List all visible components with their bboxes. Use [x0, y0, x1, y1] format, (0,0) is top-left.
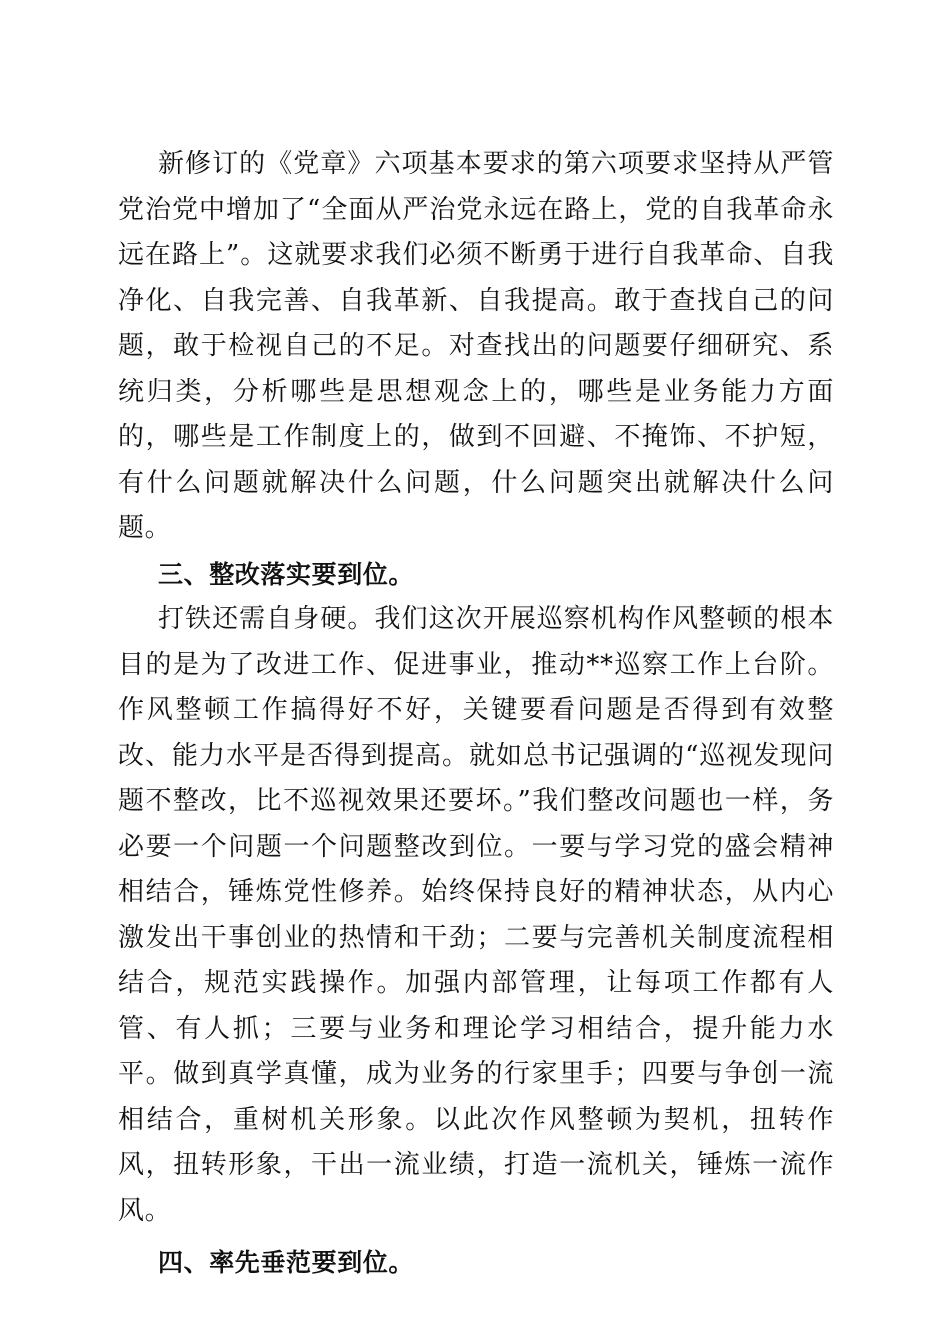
section-heading-4: 四、率先垂范要到位。	[158, 1248, 415, 1277]
document-body	[118, 142, 834, 1286]
section-heading-3: 三、整改落实要到位。	[158, 559, 415, 589]
paragraph-party-constitution: 新修订的《党章》六项基本要求的第六项要求坚持从严管党治党中增加了“全面从严治党永远在路上，党的自我革命永远在路上”。这就要求我们必须不断勇于进行自我革命、自我净化、自我完善、自我革新、自我提高。敢于查找自己的问题，敢于检视自己的不足。对查找出的问题要仔细研究、系统归类，分析哪些是思想观念上的，哪些是业务能力方面的，哪些是工作制度上的，做到不回避、不掩饰、不护短，有什么问题就解决什么问题，什么问题突出就解决什么问题。	[118, 149, 834, 543]
paragraph-rectification: 打铁还需自身硬。我们这次开展巡察机构作风整顿的根本目的是为了改进工作、促进事业，推动**巡察工作上台阶。作风整顿工作搞得好不好，关键要看问题是否得到有效整改、能力水平是否得到提高。就如总书记强调的“巡视发现问题不整改，比不巡视效果还要坏。”我们整改问题也一样，务必要一个问题一个问题整改到位。一要与学习党的盛会精神相结合，锤炼党性修养。始终保持良好的精神状态，从内心激发出干事创业的热情和干劲；二要与完善机关制度流程相结合，规范实践操作。加强内部管理，让每项工作都有人管、有人抓；三要与业务和理论学习相结合，提升能力水平。做到真学真懂，成为业务的行家里手；四要与争创一流相结合，重树机关形象。以此次作风整顿为契机，扭转作风，扭转形象，干出一流业绩，打造一流机关，锤炼一流作风。	[118, 604, 834, 1226]
